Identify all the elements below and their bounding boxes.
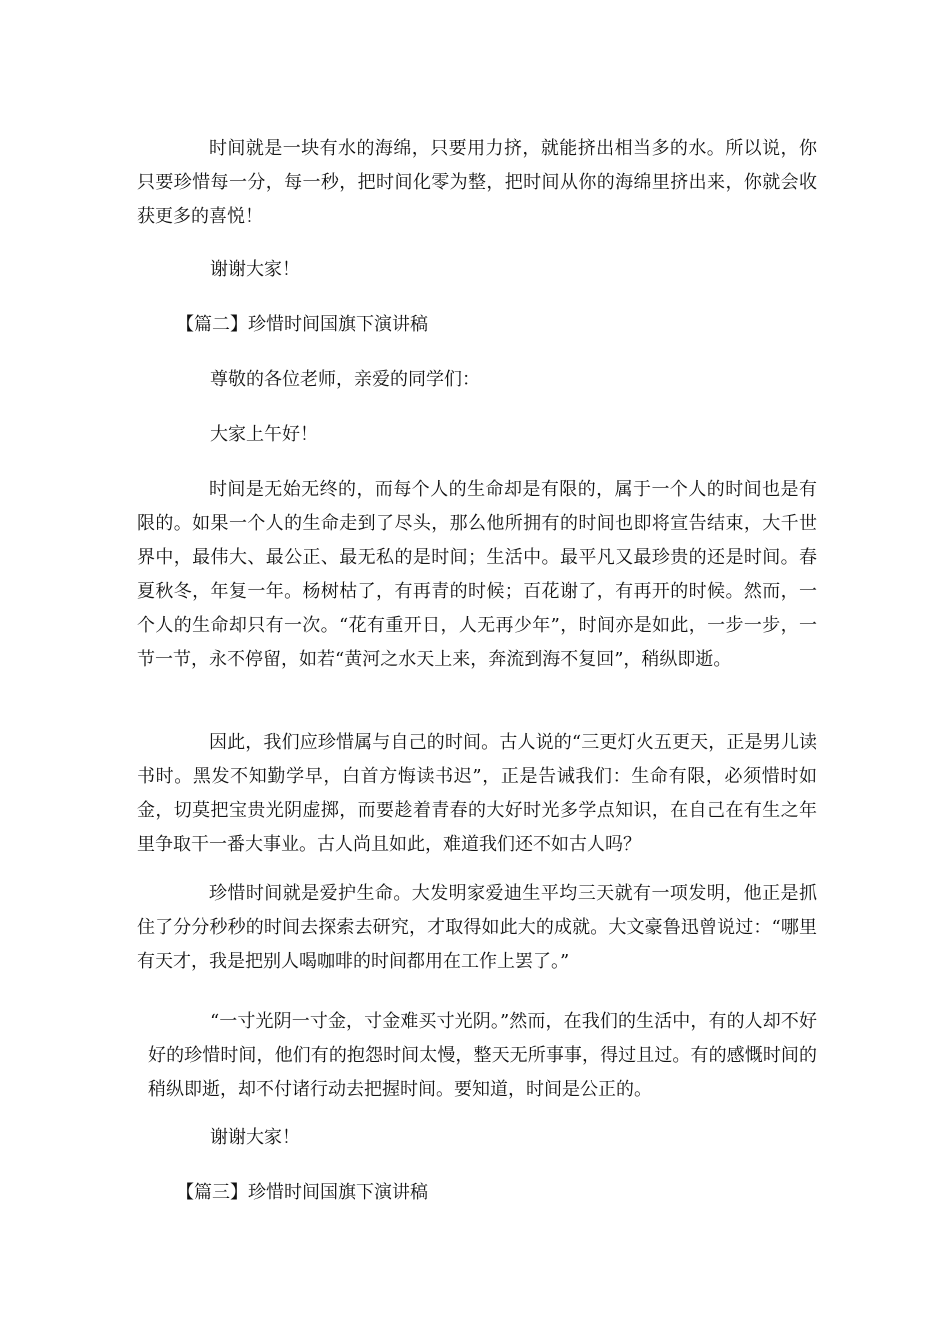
paragraph-greeting: 大家上午好！ <box>210 424 318 445</box>
paragraph-ancients: 因此，我们应珍惜属与自己的时间。古人说的“三更灯火五更天，正是男儿读书时。黑发不知勤学早，白首方悔读书迟”，正是告诫我们：生命有限，必须惜时如金，切莫把宝贵光阴虚掷，而要趁着青春的大好时光多学点知识，在自己在有生之年里争取干一番大事业。古人尚且如此，难道我们还不如古人吗？ <box>137 732 817 855</box>
paragraph-sponge: 时间就是一块有水的海绵，只要用力挤，就能挤出相当多的水。所以说，你只要珍惜每一分，每一秒，把时间化零为整，把时间从你的海绵里挤出来，你就会收获更多的喜悦！ <box>137 138 817 227</box>
paragraph-time-infinite: 时间是无始无终的，而每个人的生命却是有限的，属于一个人的时间也是有限的。如果一个人的生命走到了尽头，那么他所拥有的时间也即将宣告结束，大千世界中，最伟大、最公正、最无私的是时间；生活中。最平凡又最珍贵的还是时间。春夏秋冬，年复一年。杨树枯了，有再青的时候；百花谢了，有再开的时候。然而，一个人的生命却只有一次。“花有重开日，人无再少年”，时间亦是如此，一步一步，一节一节，永不停留，如若“黄河之水天上来，奔流到海不复回”，稍纵即逝。 <box>137 479 817 670</box>
paragraph-salutation: 尊敬的各位老师，亲爱的同学们： <box>210 369 480 390</box>
paragraph-proverb: “一寸光阴一寸金，寸金难买寸光阴。”然而，在我们的生活中，有的人却不好好的珍惜时间，他们有的抱怨时间太慢，整天无所事事，得过且过。有的感慨时间的稍纵即逝，却不付诸行动去把握时间。要知道，时间是公正的。 <box>148 1011 817 1100</box>
section-heading-2: 【篇二】珍惜时间国旗下演讲稿 <box>176 314 428 335</box>
paragraph-thanks-2: 谢谢大家！ <box>210 1127 300 1148</box>
section-heading-3: 【篇三】珍惜时间国旗下演讲稿 <box>176 1182 428 1203</box>
paragraph-thanks-1: 谢谢大家！ <box>210 259 300 280</box>
paragraph-edison: 珍惜时间就是爱护生命。大发明家爱迪生平均三天就有一项发明，他正是抓住了分分秒秒的时间去探索去研究，才取得如此大的成就。大文豪鲁迅曾说过：“哪里有天才，我是把别人喝咖啡的时间都用在工作上罢了。” <box>137 883 817 972</box>
